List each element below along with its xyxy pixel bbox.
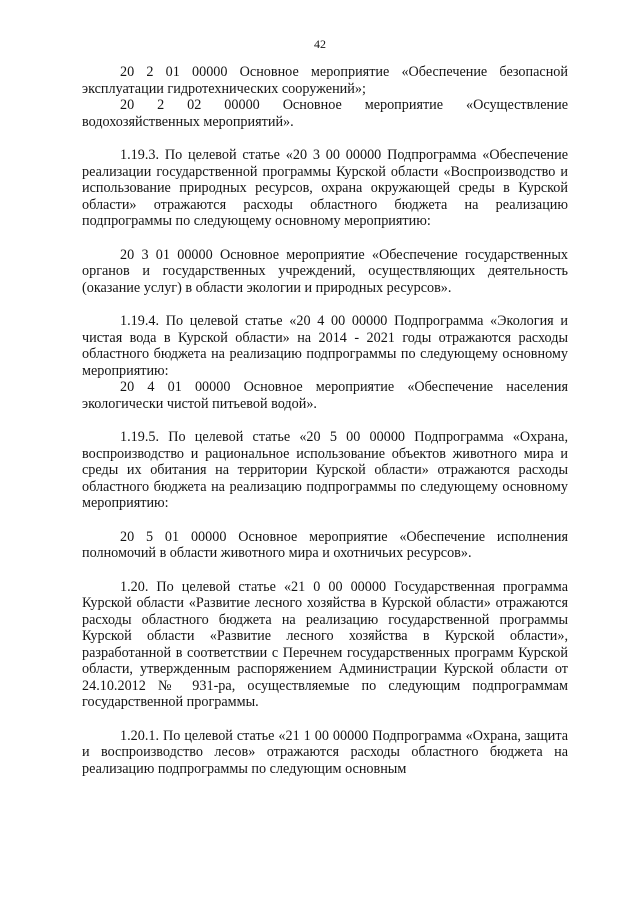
paragraph-20-3-01: 20 3 01 00000 Основное мероприятие «Обеспечение государственных органов и государственных учреждений, осуществляющих деятельность (оказание услуг) в области экологии и природных ресурсов». xyxy=(82,246,568,296)
paragraph-1-19-5: 1.19.5. По целевой статье «20 5 00 00000 Подпрограмма «Охрана, воспроизводство и рациональное использование объектов животного мира и среды их обитания на территории Курской области» отражаются расходы областного бюджета на реализацию подпрограммы по следующему основному мероприятию: xyxy=(82,429,568,511)
paragraph-20-5-01: 20 5 01 00000 Основное мероприятие «Обеспечение исполнения полномочий в области животного мира и охотничьих ресурсов». xyxy=(82,528,568,561)
paragraph-gap xyxy=(82,512,568,529)
paragraph-1-20: 1.20. По целевой статье «21 0 00 00000 Государственная программа Курской области «Развитие лесного хозяйства в Курской области» отражаются расходы областного бюджета на реализацию государственной программы Курской области «Развитие лесного хозяйства в Курской области», разработанной в соответствии с Перечнем государственных программ Курской области, утвержденным распоряжением Администрации Курской области от 24.10.2012 № 931-ра, осуществляемые по следующим подпрограммам государственной программы. xyxy=(82,578,568,710)
paragraph-gap xyxy=(82,296,568,313)
document-body xyxy=(82,64,568,777)
paragraph-gap xyxy=(82,562,568,579)
paragraph-20-2-01: 20 2 01 00000 Основное мероприятие «Обеспечение безопасной эксплуатации гидротехнических сооружений»; xyxy=(82,64,568,97)
paragraph-1-19-4: 1.19.4. По целевой статье «20 4 00 00000 Подпрограмма «Экология и чистая вода в Курской области» на 2014 - 2021 годы отражаются расходы областного бюджета на реализацию подпрограммы по следующему основному мероприятию: xyxy=(82,313,568,379)
paragraph-1-20-1: 1.20.1. По целевой статье «21 1 00 00000 Подпрограмма «Охрана, защита и воспроизводство лесов» отражаются расходы областного бюджета на реализацию подпрограммы по следующим основным xyxy=(82,727,568,777)
paragraph-1-19-3: 1.19.3. По целевой статье «20 3 00 00000 Подпрограмма «Обеспечение реализации государственной программы Курской области «Воспроизводство и использование природных ресурсов, охрана окружающей среды в Курской области» отражаются расходы областного бюджета на реализацию подпрограммы по следующему основному мероприятию: xyxy=(82,147,568,229)
paragraph-20-4-01: 20 4 01 00000 Основное мероприятие «Обеспечение населения экологически чистой питьевой водой». xyxy=(82,379,568,412)
paragraph-20-2-02: 20 2 02 00000 Основное мероприятие «Осуществление водохозяйственных мероприятий». xyxy=(82,97,568,130)
paragraph-gap xyxy=(82,130,568,147)
paragraph-gap xyxy=(82,711,568,728)
paragraph-gap xyxy=(82,412,568,429)
paragraph-gap xyxy=(82,230,568,247)
page-number: 42 xyxy=(314,37,326,51)
